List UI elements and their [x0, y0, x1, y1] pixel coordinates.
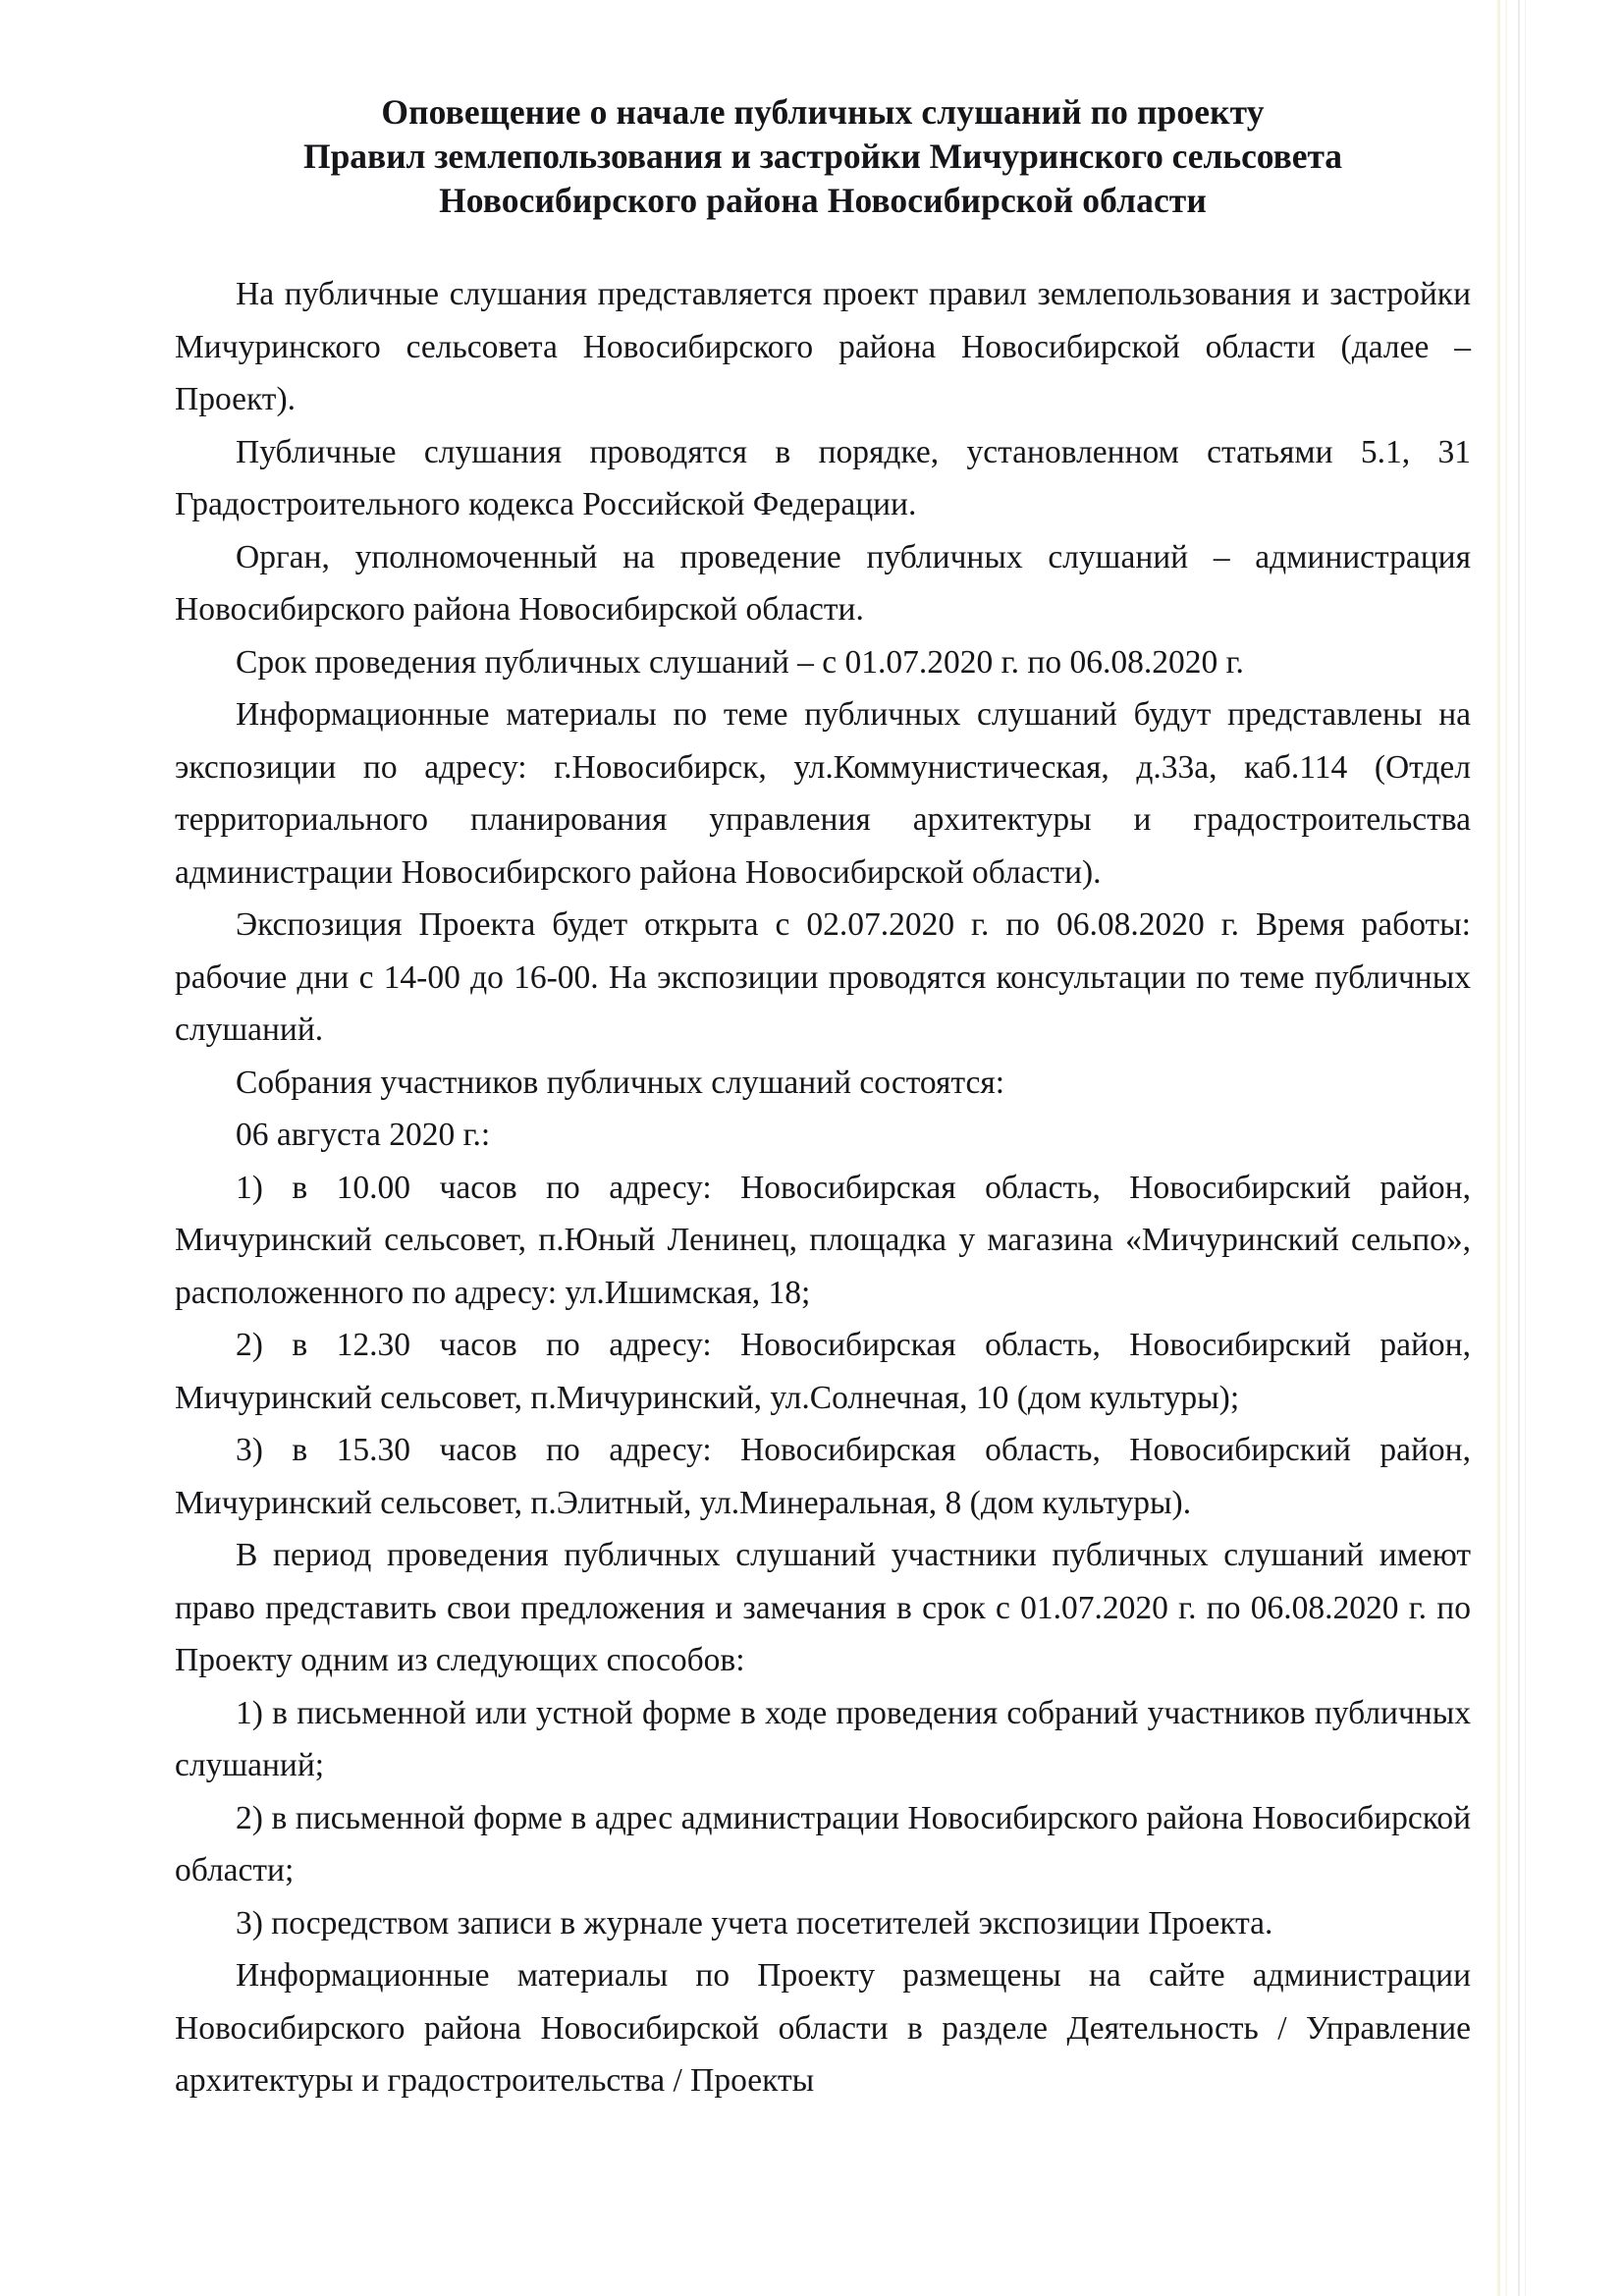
meeting-item-3: 3) в 15.30 часов по адресу: Новосибирская область, Новосибирский район, Мичуринский сельсовет, п.Элитный, ул.Минеральная, 8 (дом культуры). [175, 1432, 1471, 1521]
paragraph-authority: Орган, уполномоченный на проведение публичных слушаний – администрация Новосибирского района Новосибирской области. [175, 538, 1471, 628]
paragraph-submission-rights: В период проведения публичных слушаний участники публичных слушаний имеют право представить свои предложения и замечания в срок с 01.07.2020 г. по 06.08.2020 г. по Проекту одним из следующих способов: [175, 1537, 1471, 1678]
paragraph-meetings-heading: Собрания участников публичных слушаний состоятся: [236, 1064, 1005, 1101]
submission-method-1: 1) в письменной или устной форме в ходе проведения собраний участников публичных слушаний; [175, 1694, 1471, 1783]
meeting-item-1: 1) в 10.00 часов по адресу: Новосибирская область, Новосибирский район, Мичуринский сельсовет, п.Юный Ленинец, площадка у магазина «Мичуринский сельпо», расположенного по адресу: ул.Ишимская, 18; [175, 1169, 1471, 1311]
document-title-line-1: Оповещение о начале публичных слушаний по проекту [381, 92, 1265, 132]
submission-method-3: 3) посредством записи в журнале учета посетителей экспозиции Проекта. [236, 1904, 1273, 1941]
scan-artifact-line [1505, 0, 1507, 2296]
document-title-line-3: Новосибирского района Новосибирской области [439, 181, 1207, 220]
paragraph-exposition-hours: Экспозиция Проекта будет открыта с 02.07.2020 г. по 06.08.2020 г. Время работы: рабочие дни с 14-00 до 16-00. На экспозиции проводятся консультации по теме публичных слушаний. [175, 906, 1471, 1048]
paragraph-procedure: Публичные слушания проводятся в порядке, установленном статьями 5.1, 31 Градостроительного кодекса Российской Федерации. [175, 433, 1471, 522]
scan-artifact-line [1518, 0, 1520, 2296]
scan-artifact-line [1525, 0, 1526, 2296]
paragraph-materials-location: Информационные материалы по теме публичных слушаний будут представлены на экспозиции по адресу: г.Новосибирск, ул.Коммунистическая, д.33а, каб.114 (Отдел территориального планирования управления архитектуры и градостроительства администрации Новосибирского района Новосибирской области). [175, 696, 1471, 891]
document-paragraphs [175, 268, 1471, 2107]
paragraph-intro: На публичные слушания представляется проект правил землепользования и застройки Мичуринского сельсовета Новосибирского района Новосибирской области (далее – Проект). [175, 276, 1471, 417]
document-title-line-2: Правил землепользования и застройки Мичуринского сельсовета [303, 137, 1342, 176]
document-title [175, 90, 1471, 223]
scan-artifact-line [1497, 0, 1500, 2296]
document-body [175, 90, 1471, 2107]
meeting-item-2: 2) в 12.30 часов по адресу: Новосибирская область, Новосибирский район, Мичуринский сельсовет, п.Мичуринский, ул.Солнечная, 10 (дом культуры); [175, 1327, 1471, 1416]
paragraph-meetings-date: 06 августа 2020 г.: [236, 1117, 491, 1153]
submission-method-2: 2) в письменной форме в адрес администрации Новосибирского района Новосибирской области; [175, 1799, 1471, 1888]
paragraph-hearing-period: Срок проведения публичных слушаний – с 01.07.2020 г. по 06.08.2020 г. [236, 643, 1244, 681]
paragraph-website-section: Информационные материалы по Проекту размещены на сайте администрации Новосибирского района Новосибирской области в разделе Деятельность / Управление архитектуры и градостроительства / Проекты [175, 1957, 1471, 2099]
